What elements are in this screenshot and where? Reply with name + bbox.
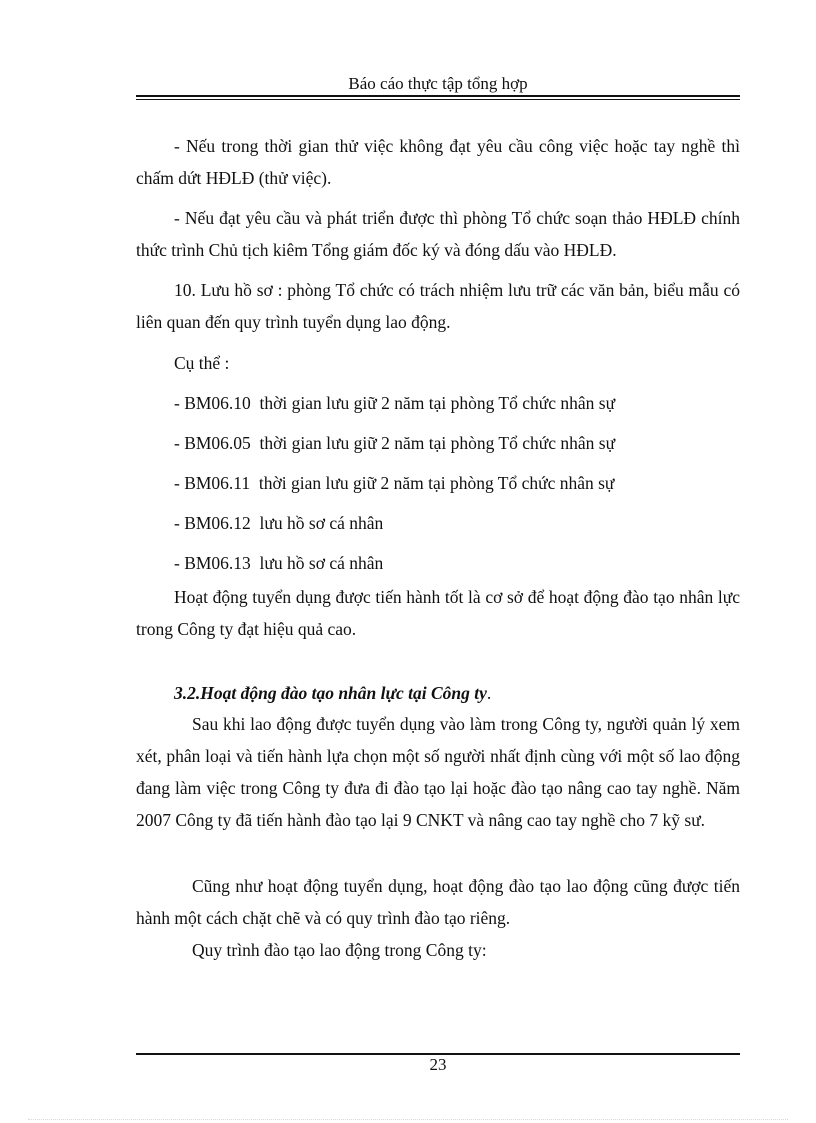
paragraph-record-keeping: 10. Lưu hồ sơ : phòng Tổ chức có trách nhiệm lưu trữ các văn bản, biểu mẫu có liên quan đến quy trình tuyển dụng lao động. [136,280,740,332]
paragraph-trial-failed: - Nếu trong thời gian thử việc không đạt yêu cầu công việc hoặc tay nghề thì chấm dứt HĐLĐ (thử việc). [136,136,740,188]
section-heading [174,681,491,705]
page-edge-dotted-line [28,1119,788,1120]
section-heading-text: 3.2.Hoạt động đào tạo nhân lực tại Công ty [174,683,487,703]
page-number: 23 [429,1055,447,1074]
record-item: - BM06.05 thời gian lưu giữ 2 năm tại phòng Tổ chức nhân sự [174,433,616,453]
header-rule-thick [136,95,740,97]
section-heading-period: . [486,683,492,703]
paragraph-training-procedure: Quy trình đào tạo lao động trong Công ty: [192,940,487,960]
paragraph-training-intro: Sau khi lao động được tuyển dụng vào làm trong Công ty, người quản lý xem xét, phân loại và tiến hành lựa chọn một số người nhất định cùng với một số lao động đang làm việc trong Công ty đưa đi đào tạo lại hoặc đào tạo nâng cao tay nghề. Năm 2007 Công ty đã tiến hành đào tạo lại 9 CNKT và nâng cao tay nghề cho 7 kỹ sư. [136,714,740,830]
record-item: - BM06.11 thời gian lưu giữ 2 năm tại phòng Tổ chức nhân sự [174,473,615,493]
paragraph-trial-passed: - Nếu đạt yêu cầu và phát triển được thì phòng Tổ chức soạn thảo HĐLĐ chính thức trình Chủ tịch kiêm Tổng giám đốc ký và đóng dấu vào HĐLĐ. [136,208,740,260]
header-title: Báo cáo thực tập tổng hợp [348,74,528,93]
record-item: - BM06.13 lưu hồ sơ cá nhân [174,553,384,573]
record-item: - BM06.12 lưu hồ sơ cá nhân [174,513,384,533]
paragraph-training-process: Cũng như hoạt động tuyển dụng, hoạt động đào tạo lao động cũng được tiến hành một cách chặt chẽ và có quy trình đào tạo riêng. [136,876,740,928]
header-rule-thin [136,99,740,100]
label-cu-the: Cụ thể : [174,353,230,373]
record-item: - BM06.10 thời gian lưu giữ 2 năm tại phòng Tổ chức nhân sự [174,393,616,413]
paragraph-recruitment-summary: Hoạt động tuyển dụng được tiến hành tốt là cơ sở để hoạt động đào tạo nhân lực trong Công ty đạt hiệu quả cao. [136,587,740,639]
